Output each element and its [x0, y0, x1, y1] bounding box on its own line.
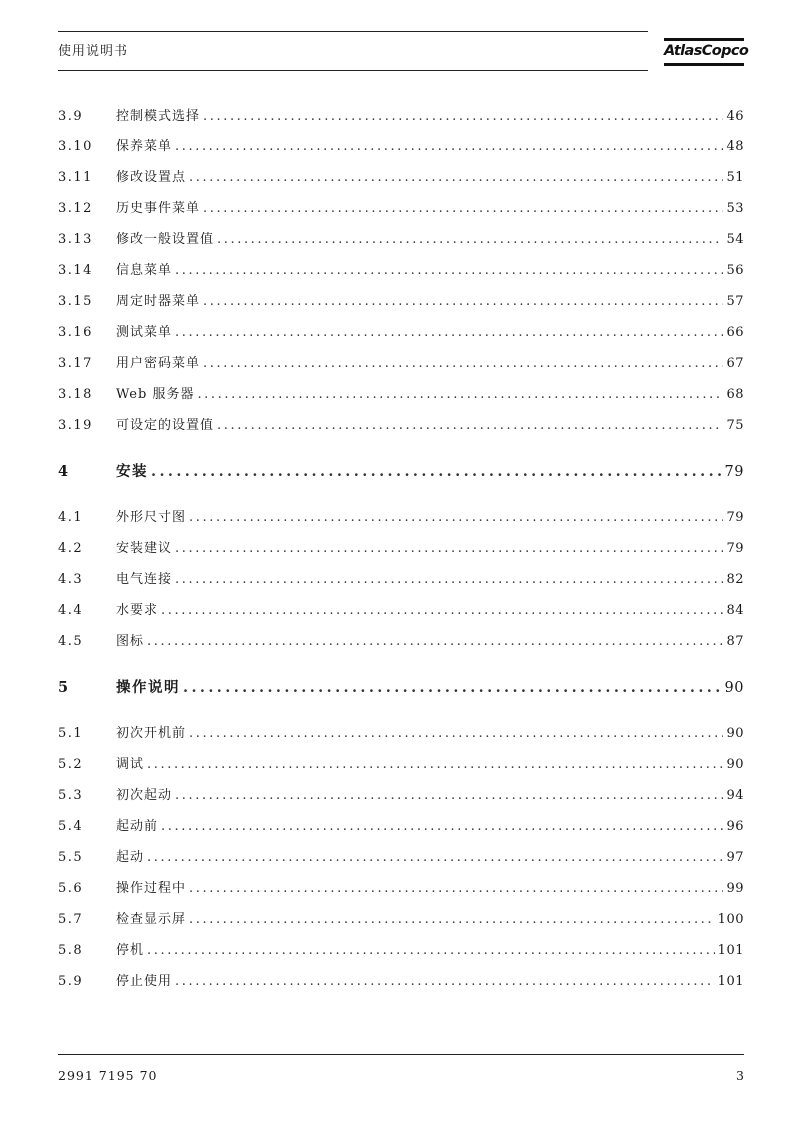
toc-page-number: 97 [726, 850, 744, 865]
toc-row[interactable] [58, 323, 744, 343]
toc-section-number: 4 [58, 463, 70, 480]
toc-dot-leader [175, 261, 723, 281]
toc-section-title: 初次开机前 [116, 726, 187, 741]
toc-dot-leader [189, 508, 723, 528]
toc-section-title: 安装 [116, 463, 148, 480]
toc-page-number: 75 [726, 418, 744, 433]
logo-bar-bottom [664, 63, 744, 66]
toc-row[interactable] [58, 539, 744, 559]
toc-section-title: 电气连接 [116, 572, 173, 587]
toc-section-title: 操作说明 [116, 679, 180, 696]
toc-section-number: 4.4 [58, 603, 84, 618]
toc-dot-leader [175, 786, 723, 806]
toc-dot-leader [183, 678, 722, 698]
toc-page-number: 51 [726, 170, 744, 185]
header-bottom-rule [58, 70, 648, 71]
toc-dot-leader [203, 107, 723, 127]
toc-page-number: 82 [726, 572, 744, 587]
toc-row[interactable] [58, 354, 744, 374]
toc-page-number: 100 [717, 912, 744, 927]
toc-row[interactable] [58, 230, 744, 250]
toc-section-title: 保养菜单 [116, 139, 173, 154]
toc-dot-leader [203, 199, 723, 219]
toc-section-title: 初次起动 [116, 788, 173, 803]
toc-section-number: 3.19 [58, 418, 93, 433]
toc-dot-leader [175, 972, 715, 992]
toc-section-title: 检查显示屏 [116, 912, 187, 927]
toc-dot-leader [189, 724, 723, 744]
toc-page-number: 96 [726, 819, 744, 834]
toc-row[interactable] [58, 385, 744, 405]
toc-section-title: 图标 [116, 634, 145, 649]
toc-row[interactable] [58, 786, 744, 806]
toc-page-number: 68 [726, 387, 744, 402]
toc-page-number: 53 [726, 201, 744, 216]
page-number: 3 [736, 1068, 744, 1083]
toc-row[interactable] [58, 755, 744, 775]
toc-dot-leader [175, 323, 723, 343]
toc-section-title: 周定时器菜单 [116, 294, 201, 309]
header-top-rule [58, 31, 648, 32]
toc-section-number: 5.1 [58, 726, 84, 741]
toc-row[interactable] [58, 199, 744, 219]
toc-section-title: 可设定的设置值 [116, 418, 215, 433]
toc-section-number: 3.14 [58, 263, 93, 278]
toc-page-number: 67 [726, 356, 744, 371]
toc-section-number: 3.17 [58, 356, 93, 371]
toc-dot-leader [217, 230, 723, 250]
toc-dot-leader [189, 168, 723, 188]
toc-page-number: 94 [726, 788, 744, 803]
toc-section-title: 安装建议 [116, 541, 173, 556]
toc-section-number: 4.5 [58, 634, 84, 649]
toc-section-number: 3.12 [58, 201, 93, 216]
document-code: 2991 7195 70 [58, 1068, 158, 1083]
toc-dot-leader [161, 817, 723, 837]
toc-row[interactable] [58, 724, 744, 744]
toc-section-number: 3.13 [58, 232, 93, 247]
toc-row[interactable] [58, 168, 744, 188]
toc-page-number: 90 [724, 680, 744, 696]
toc-section-number: 5.4 [58, 819, 84, 834]
toc-section-number: 3.16 [58, 325, 93, 340]
toc-dot-leader [175, 539, 723, 559]
toc-dot-leader [147, 941, 715, 961]
toc-page-number: 56 [726, 263, 744, 278]
toc-section-number: 3.18 [58, 387, 93, 402]
toc-page-number: 84 [726, 603, 744, 618]
toc-page-number: 90 [726, 757, 744, 772]
toc-page-number: 57 [726, 294, 744, 309]
toc-page-number: 90 [726, 726, 744, 741]
toc-row[interactable] [58, 570, 744, 590]
toc-dot-leader [203, 354, 723, 374]
toc-section-number: 4.3 [58, 572, 84, 587]
toc-row[interactable] [58, 292, 744, 312]
toc-section-title: Web 服务器 [116, 387, 195, 402]
toc-page-number: 101 [717, 974, 744, 989]
toc-row[interactable] [58, 632, 744, 652]
toc-section-title: 外形尺寸图 [116, 510, 187, 525]
logo-wordmark: AtlasCopco [664, 43, 749, 59]
toc-section-number: 3.11 [58, 170, 93, 185]
toc-row[interactable] [58, 416, 744, 436]
toc-page-number: 79 [726, 510, 744, 525]
toc-row[interactable] [58, 972, 744, 992]
toc-section-title: 历史事件菜单 [116, 201, 201, 216]
toc-page-number: 99 [726, 881, 744, 896]
toc-section-title: 修改一般设置值 [116, 232, 215, 247]
toc-section-number: 5.3 [58, 788, 84, 803]
toc-row[interactable] [58, 601, 744, 621]
toc-row[interactable] [58, 137, 744, 157]
toc-section-title: 用户密码菜单 [116, 356, 201, 371]
toc-dot-leader [147, 755, 723, 775]
toc-dot-leader [147, 848, 723, 868]
toc-section-number: 4.2 [58, 541, 84, 556]
toc-row[interactable] [58, 848, 744, 868]
toc-dot-leader [147, 632, 723, 652]
toc-section-number: 5.9 [58, 974, 84, 989]
toc-section-title: 停止使用 [116, 974, 173, 989]
toc-dot-leader [189, 910, 715, 930]
toc-dot-leader [175, 570, 723, 590]
toc-section-number: 4.1 [58, 510, 84, 525]
toc-section-title: 信息菜单 [116, 263, 173, 278]
toc-page-number: 79 [726, 541, 744, 556]
toc-page-number: 79 [724, 464, 744, 480]
header-title: 使用说明书 [58, 44, 129, 59]
toc-section-title: 测试菜单 [116, 325, 173, 340]
toc-dot-leader [189, 879, 723, 899]
toc-dot-leader [203, 292, 723, 312]
toc-section-title: 调试 [116, 757, 145, 772]
logo-bar-top [664, 38, 744, 41]
toc-section-title: 操作过程中 [116, 881, 187, 896]
toc-page-number: 54 [726, 232, 744, 247]
toc-section-number: 5.7 [58, 912, 84, 927]
toc-row[interactable] [58, 879, 744, 899]
toc-section-number: 5.6 [58, 881, 84, 896]
toc-row[interactable] [58, 941, 744, 961]
toc-page-number: 101 [717, 943, 744, 958]
toc-section-title: 控制模式选择 [116, 109, 201, 124]
toc-dot-leader [161, 601, 723, 621]
toc-chapter-row[interactable] [58, 462, 744, 482]
atlas-copco-logo [664, 38, 749, 70]
toc-row[interactable] [58, 910, 744, 930]
toc-row[interactable] [58, 107, 744, 127]
toc-page-number: 66 [726, 325, 744, 340]
toc-section-number: 5.2 [58, 757, 84, 772]
toc-section-number: 5 [58, 679, 70, 696]
toc-section-number: 3.10 [58, 139, 93, 154]
toc-row[interactable] [58, 817, 744, 837]
toc-section-title: 停机 [116, 943, 145, 958]
toc-page-number: 46 [726, 109, 744, 124]
toc-page-number: 48 [726, 139, 744, 154]
toc-row[interactable] [58, 261, 744, 281]
toc-section-title: 修改设置点 [116, 170, 187, 185]
toc-section-title: 水要求 [116, 603, 159, 618]
toc-dot-leader [151, 462, 722, 482]
toc-dot-leader [175, 137, 723, 157]
toc-dot-leader [197, 385, 723, 405]
toc-section-number: 3.15 [58, 294, 93, 309]
toc-section-number: 5.8 [58, 943, 84, 958]
toc-section-title: 起动前 [116, 819, 159, 834]
toc-dot-leader [217, 416, 723, 436]
footer-rule [58, 1054, 744, 1055]
toc-page-number: 87 [726, 634, 744, 649]
toc-chapter-row[interactable] [58, 678, 744, 698]
toc-section-number: 3.9 [58, 109, 84, 124]
toc-section-number: 5.5 [58, 850, 84, 865]
toc-row[interactable] [58, 508, 744, 528]
toc-section-title: 起动 [116, 850, 145, 865]
